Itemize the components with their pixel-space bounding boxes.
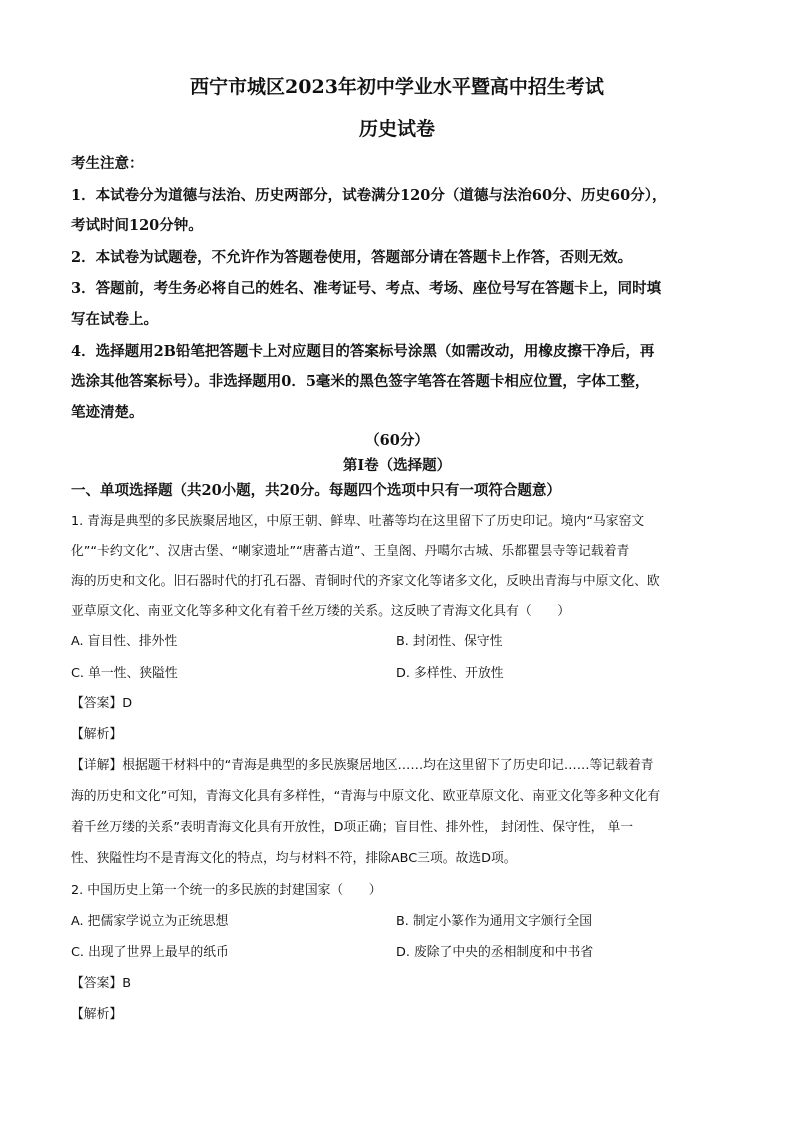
question-1-detail-line: 着千丝万缕的关系”表明青海文化具有开放性，D项正确；盲目性、排外性， 封闭性、保守性， 单一 bbox=[71, 820, 634, 835]
question-2-analysis-label: 【解析】 bbox=[71, 1007, 123, 1022]
question-1-answer: 【答案】D bbox=[71, 696, 133, 711]
notice-line: 1．本试卷分为道德与法治、历史两部分，试卷满分120分（道德与法治60分、历史60分）， bbox=[71, 187, 667, 204]
question-1-stem-line: 化”“卡约文化”、汉唐古堡、“喇家遗址”“唐蕃古道”、王皇阁、丹噶尔古城、乐都瞿昙寺等记载着青 bbox=[71, 544, 630, 559]
exam-title: 西宁市城区2023年初中学业水平暨高中招生考试 bbox=[190, 76, 604, 98]
section-title: 一、单项选择题（共20小题，共20分。每题四个选项中只有一项符合题意） bbox=[71, 482, 561, 499]
question-1-stem-line: 海的历史和文化。旧石器时代的打孔石器、青铜时代的齐家文化等诸多文化，反映出青海与中原文化、欧 bbox=[71, 574, 660, 589]
notice-heading: 考生注意： bbox=[71, 155, 144, 172]
question-2-option-c: C. 出现了世界上最早的纸币 bbox=[71, 945, 229, 960]
part-title: 第Ⅰ卷（选择题） bbox=[342, 457, 452, 474]
notice-line: 2．本试卷为试题卷，不允许作为答题卷使用，答题部分请在答题卡上作答，否则无效。 bbox=[71, 249, 633, 266]
question-2-option-d: D. 废除了中央的丞相制度和中书省 bbox=[396, 945, 594, 960]
notice-line: 选涂其他答案标号）。非选择题用0．5毫米的黑色签字笔答在答题卡相应位置，字体工整， bbox=[71, 373, 650, 390]
question-1-option-b: B. 封闭性、保守性 bbox=[396, 634, 503, 649]
notice-line: 写在试卷上。 bbox=[71, 311, 158, 328]
question-1-analysis-label: 【解析】 bbox=[71, 727, 123, 742]
question-2-option-a: A. 把儒家学说立为正统思想 bbox=[71, 914, 229, 929]
score-line: （60分） bbox=[365, 432, 429, 449]
question-1-option-a: A. 盲目性、排外性 bbox=[71, 634, 178, 649]
notice-line: 4．选择题用2B铅笔把答题卡上对应题目的答案标号涂黑（如需改动，用橡皮擦干净后，再 bbox=[71, 343, 655, 360]
question-2-answer: 【答案】B bbox=[71, 976, 131, 991]
question-1-stem-line: 亚草原文化、南亚文化等多种文化有着千丝万缕的关系。这反映了青海文化具有（ ） bbox=[71, 604, 571, 619]
notice-line: 笔迹清楚。 bbox=[71, 404, 144, 421]
question-2-stem: 2. 中国历史上第一个统一的多民族的封建国家（ ） bbox=[71, 883, 382, 898]
question-2-option-b: B. 制定小篆作为通用文字颁行全国 bbox=[396, 914, 593, 929]
question-1-option-d: D. 多样性、开放性 bbox=[396, 666, 504, 681]
question-1-option-c: C. 单一性、狭隘性 bbox=[71, 666, 178, 681]
question-1-detail-line: 【详解】根据题干材料中的“青海是典型的多民族聚居地区……均在这里留下了历史印记……等记载着青 bbox=[71, 758, 654, 773]
question-1-detail-line: 海的历史和文化”可知，青海文化具有多样性，“青海与中原文化、欧亚草原文化、南亚文化等多种文化有 bbox=[71, 789, 661, 804]
question-1-stem-line: 1. 青海是典型的多民族聚居地区，中原王朝、鲜卑、吐蕃等均在这里留下了历史印记。境内“马家窑文 bbox=[71, 514, 645, 529]
question-1-detail-line: 性、狭隘性均不是青海文化的特点，均与材料不符，排除ABC三项。故选D项。 bbox=[71, 851, 517, 866]
notice-line: 3．答题前，考生务必将自己的姓名、准考证号、考点、考场、座位号写在答题卡上，同时填 bbox=[71, 280, 662, 297]
exam-subject-title: 历史试卷 bbox=[358, 118, 435, 140]
notice-line: 考试时间120分钟。 bbox=[71, 217, 203, 234]
